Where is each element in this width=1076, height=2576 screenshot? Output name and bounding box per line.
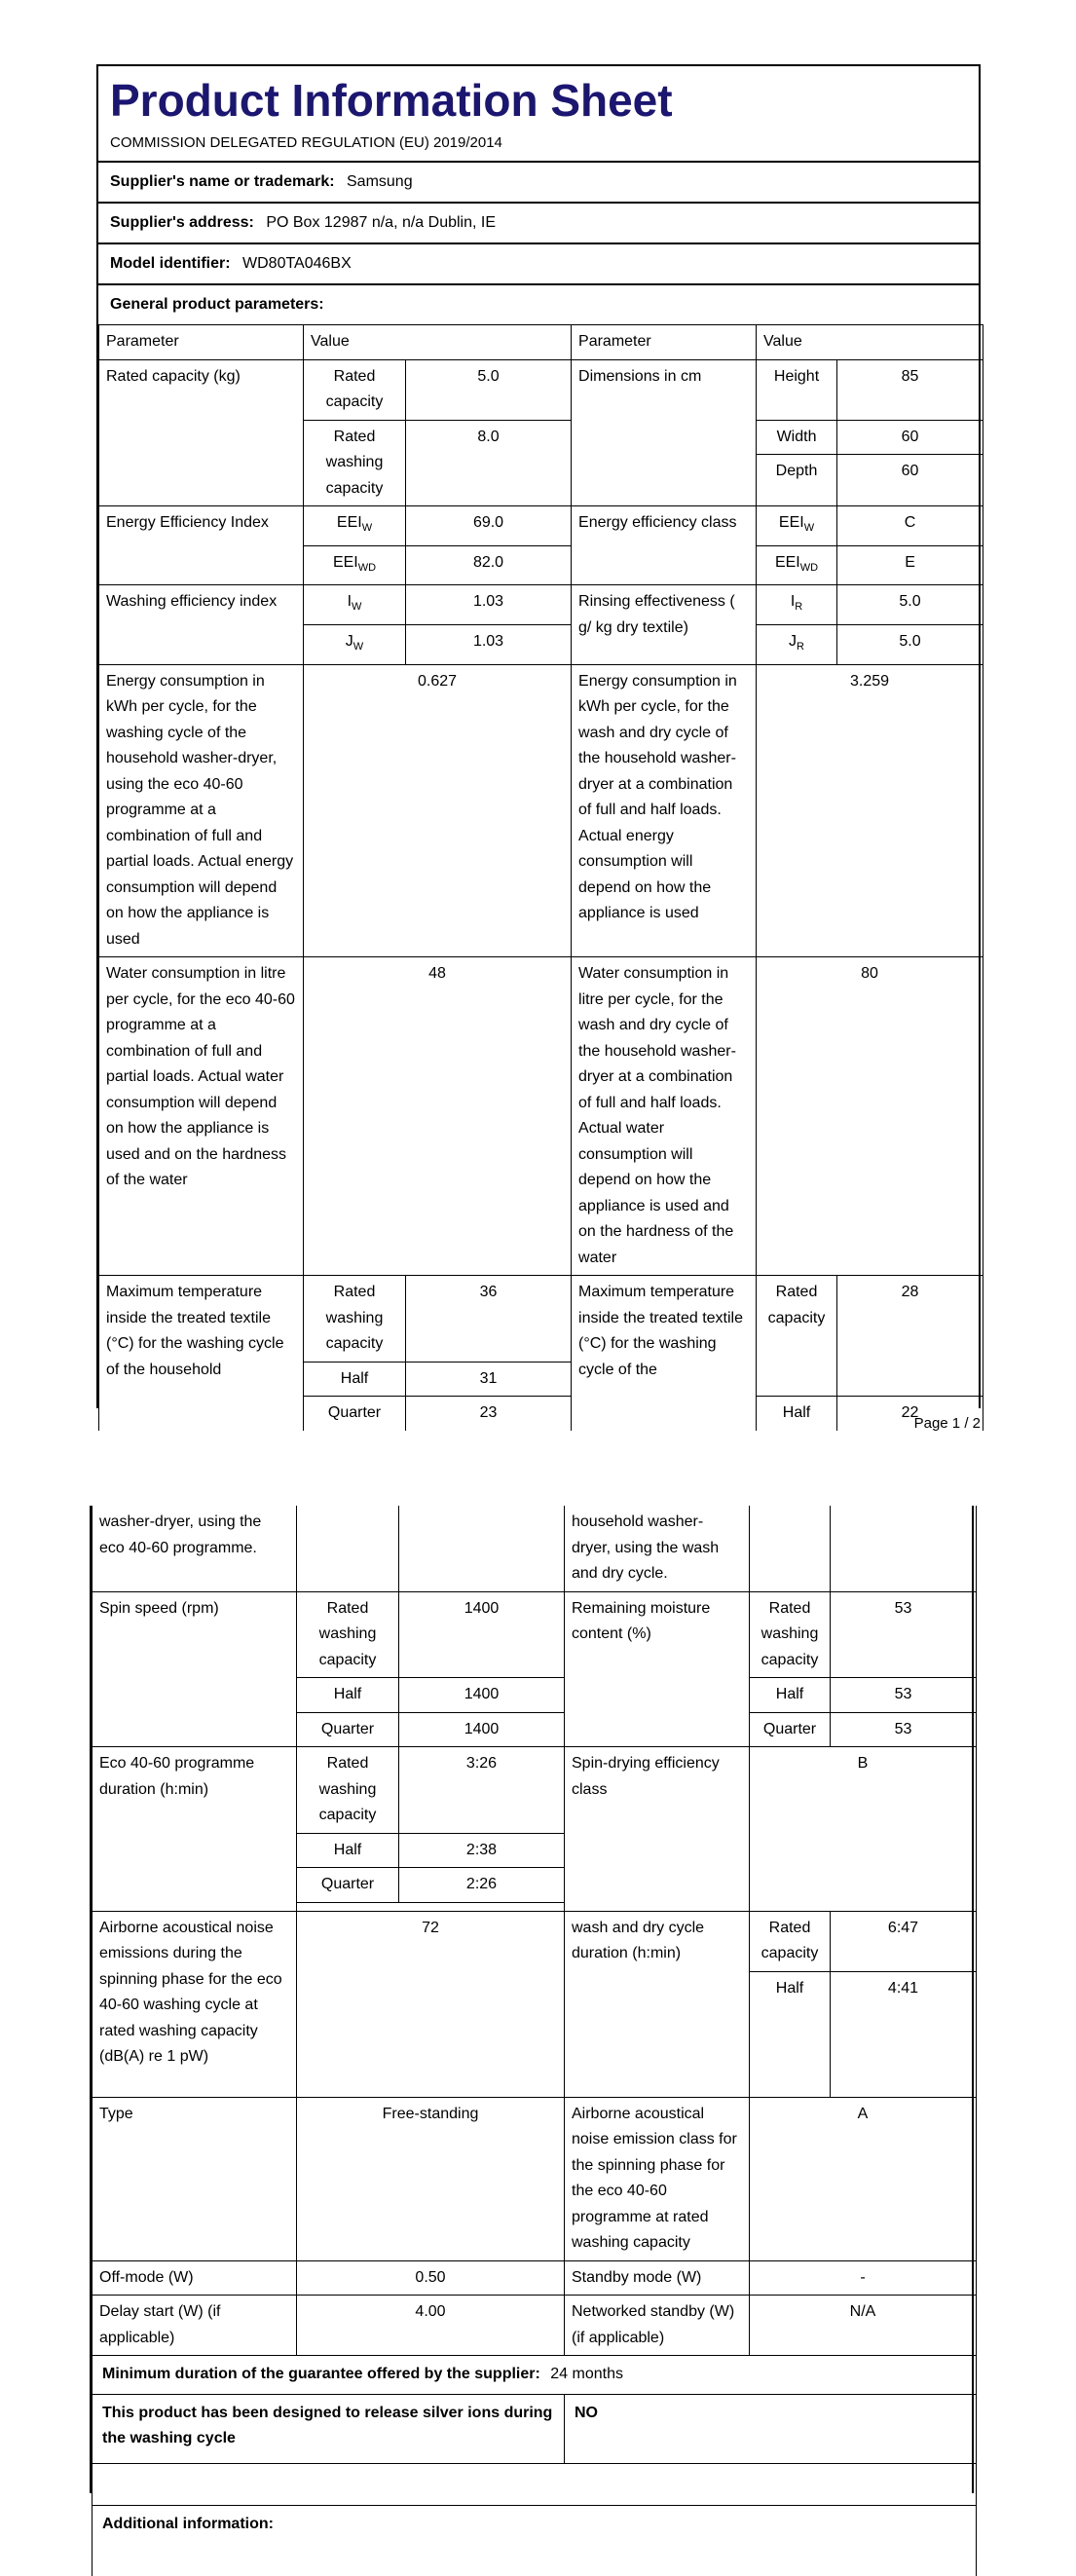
rated-washing-capacity-label: Rated washing capacity: [304, 420, 406, 506]
col-value: Value: [304, 325, 572, 360]
table-row: [99, 585, 983, 625]
half-label: Half: [757, 1397, 837, 1431]
ir-symbol: $I_R$: [757, 585, 837, 625]
table-row: [99, 664, 983, 957]
energy-wash-label: Energy consumption in kWh per cycle, for the washing cycle of the household washer-dryer, using the eco 40-60 programme at a combination of full and partial loads. Actual energy consumption will depend on how the appliance is used: [99, 664, 304, 957]
model-label: Model identifier:: [110, 255, 231, 272]
guarantee-value: 24 months: [550, 2366, 623, 2382]
eco-duration-label: Eco 40-60 programme duration (h:min): [93, 1747, 297, 1912]
depth-label: Depth: [757, 455, 837, 506]
table-row: [93, 2097, 977, 2260]
offmode-label: Off-mode (W): [93, 2260, 297, 2296]
wd-duration-label: wash and dry cycle duration (h:min): [565, 1911, 750, 2097]
empty-cell: [750, 1506, 831, 1591]
supplier-name-row: [98, 163, 979, 204]
height-value: 85: [837, 359, 983, 420]
general-params-row: [98, 285, 979, 324]
maxtemp-wash-label-cont: washer-dryer, using the eco 40-60 programme.: [93, 1506, 297, 1591]
maxtemp-wash-label: Maximum temperature inside the treated textile (°C) for the washing cycle of the household: [99, 1276, 304, 1431]
eec-w-symbol: $EEI_W$: [757, 506, 837, 546]
rated-washing-capacity-label: Rated washing capacity: [304, 1276, 406, 1363]
water-dry-label: Water consumption in litre per cycle, for the wash and dry cycle of the household washer-dryer at a combination of full and half loads. Actual water consumption will depend on how the appliance is used and on the hardness of the water: [572, 957, 757, 1276]
maxtemp-dry-half: 22: [837, 1397, 983, 1431]
rated-washing-capacity-value: 8.0: [406, 420, 572, 506]
eec-label: Energy efficiency class: [572, 506, 757, 585]
model-row: [98, 244, 979, 285]
silver-value: NO: [565, 2394, 977, 2463]
guarantee-label: Minimum duration of the guarantee offered by the supplier:: [102, 2366, 540, 2382]
eec-wd-symbol: $EEI_{WD}$: [757, 545, 837, 585]
empty-cell: [831, 1506, 977, 1591]
silver-label: This product has been designed to release silver ions during the washing cycle: [93, 2394, 565, 2463]
jw-symbol: $J_W$: [304, 625, 406, 665]
eei-w-symbol: $EEI_W$: [304, 506, 406, 546]
page-title: Product Information Sheet: [110, 75, 673, 126]
spin-class-value: B: [750, 1747, 977, 1912]
networked-value: N/A: [750, 2296, 977, 2356]
wash-eff-label: Washing efficiency index: [99, 585, 304, 664]
noise-value: 72: [297, 1911, 565, 2097]
depth-value: 60: [837, 455, 983, 506]
col-value: Value: [757, 325, 983, 360]
info-sheet-page-1: [96, 64, 981, 1422]
table-row: [93, 1911, 977, 1971]
maxtemp-dry-label-cont: household washer-dryer, using the wash and dry cycle.: [565, 1506, 750, 1591]
spin-half: 1400: [399, 1678, 565, 1713]
half-label: Half: [750, 1678, 831, 1713]
iw-value: 1.03: [406, 585, 572, 625]
supplier-name: Samsung: [347, 173, 413, 190]
table-row: [93, 2394, 977, 2463]
moisture-full: 53: [831, 1591, 977, 1678]
wd-duration-full: 6:47: [831, 1911, 977, 1971]
additional-info-label: Additional information:: [93, 2505, 977, 2576]
table-row: [93, 1506, 977, 1591]
table-row: [99, 1276, 983, 1363]
energy-dry-value: 3.259: [757, 664, 983, 957]
eco-duration-quarter: 2:26: [399, 1868, 565, 1903]
maxtemp-wash-half: 31: [406, 1362, 572, 1397]
rated-capacity-label-cell: Rated capacity: [757, 1276, 837, 1397]
rated-washing-capacity-label: Rated washing capacity: [297, 1747, 399, 1834]
networked-label: Networked standby (W) (if applicable): [565, 2296, 750, 2356]
moisture-half: 53: [831, 1678, 977, 1713]
rinse-label: Rinsing effectiveness ( g/ kg dry textile): [572, 585, 757, 664]
info-sheet-page-2: [90, 1506, 974, 2532]
eei-wd-value: 82.0: [406, 545, 572, 585]
offmode-value: 0.50: [297, 2260, 565, 2296]
maxtemp-dry-full: 28: [837, 1276, 983, 1397]
table-row: [93, 2463, 977, 2505]
moisture-label: Remaining moisture content (%): [565, 1591, 750, 1747]
quarter-label: Quarter: [297, 1868, 399, 1903]
noise-class-value: A: [750, 2097, 977, 2260]
moisture-quarter: 53: [831, 1712, 977, 1747]
water-dry-value: 80: [757, 957, 983, 1276]
table-row: [99, 506, 983, 546]
guarantee-row: [93, 2356, 977, 2395]
supplier-address-row: [98, 204, 979, 244]
eei-label: Energy Efficiency Index: [99, 506, 304, 585]
page-2: [0, 1441, 1076, 2532]
col-parameter: Parameter: [572, 325, 757, 360]
supplier-address: PO Box 12987 n/a, n/a Dublin, IE: [266, 214, 497, 231]
type-value: Free-standing: [297, 2097, 565, 2260]
eei-w-value: 69.0: [406, 506, 572, 546]
rated-washing-capacity-label: Rated washing capacity: [297, 1591, 399, 1678]
params-table-page-2: [92, 1506, 977, 2576]
type-label: Type: [93, 2097, 297, 2260]
eei-wd-symbol: $EEI_{WD}$: [304, 545, 406, 585]
table-row: [93, 2296, 977, 2356]
table-header-row: [99, 325, 983, 360]
ir-value: 5.0: [837, 585, 983, 625]
half-label: Half: [750, 1971, 831, 2097]
quarter-label: Quarter: [297, 1712, 399, 1747]
quarter-label: Quarter: [304, 1397, 406, 1431]
noise-class-label: Airborne acoustical noise emission class for the spinning phase for the eco 40-60 programme at rated washing capacity: [565, 2097, 750, 2260]
standby-value: -: [750, 2260, 977, 2296]
noise-label: Airborne acoustical noise emissions during the spinning phase for the eco 40-60 washing cycle at rated washing capacity (dB(A) re 1 pW): [93, 1911, 297, 2097]
table-row: [93, 2260, 977, 2296]
spin-label: Spin speed (rpm): [93, 1591, 297, 1747]
iw-symbol: $I_W$: [304, 585, 406, 625]
col-parameter: Parameter: [99, 325, 304, 360]
standby-label: Standby mode (W): [565, 2260, 750, 2296]
maxtemp-wash-full: 36: [406, 1276, 572, 1363]
rated-washing-capacity-label: Rated washing capacity: [750, 1591, 831, 1678]
water-wash-value: 48: [304, 957, 572, 1276]
rated-capacity-value: 5.0: [406, 359, 572, 420]
page-number: Page 1 / 2: [913, 1415, 981, 1432]
energy-dry-label: Energy consumption in kWh per cycle, for the wash and dry cycle of the household washer-dryer at a combination of full and half loads. Actual energy consumption will depend on how the appliance is used: [572, 664, 757, 957]
width-value: 60: [837, 420, 983, 455]
eec-w-value: C: [837, 506, 983, 546]
empty-cell: [399, 1506, 565, 1591]
half-label: Half: [297, 1678, 399, 1713]
spin-full: 1400: [399, 1591, 565, 1678]
eco-duration-full: 3:26: [399, 1747, 565, 1834]
half-label: Half: [304, 1362, 406, 1397]
quarter-label: Quarter: [750, 1712, 831, 1747]
maxtemp-wash-quarter: 23: [406, 1397, 572, 1431]
supplier-address-label: Supplier's address:: [110, 214, 254, 231]
delay-label: Delay start (W) (if applicable): [93, 2296, 297, 2356]
maxtemp-dry-label: Maximum temperature inside the treated textile (°C) for the washing cycle of the: [572, 1276, 757, 1431]
jr-value: 5.0: [837, 625, 983, 665]
general-params-label: General product parameters:: [110, 296, 324, 313]
spin-class-label: Spin-drying efficiency class: [565, 1747, 750, 1912]
rated-capacity-label: Rated capacity (kg): [99, 359, 304, 506]
table-row: [93, 1591, 977, 1678]
jw-value: 1.03: [406, 625, 572, 665]
height-label: Height: [757, 359, 837, 420]
spin-quarter: 1400: [399, 1712, 565, 1747]
delay-value: 4.00: [297, 2296, 565, 2356]
empty-cell: [297, 1506, 399, 1591]
empty-cell: [297, 1902, 565, 1911]
table-row: [99, 957, 983, 1276]
jr-symbol: $J_R$: [757, 625, 837, 665]
rated-capacity-label-cell: Rated capacity: [750, 1911, 831, 1971]
dimensions-label: Dimensions in cm: [572, 359, 757, 506]
wd-duration-half: 4:41: [831, 1971, 977, 2097]
table-row: [93, 2356, 977, 2395]
regulation: COMMISSION DELEGATED REGULATION (EU) 2019/2014: [98, 129, 979, 163]
water-wash-label: Water consumption in litre per cycle, for the eco 40-60 programme at a combination of full and partial loads. Actual water consumption will depend on how the appliance is used and on the hardness of the water: [99, 957, 304, 1276]
model-identifier: WD80TA046BX: [242, 255, 352, 272]
table-row: [93, 1747, 977, 1834]
supplier-name-label: Supplier's name or trademark:: [110, 173, 335, 190]
table-row: [93, 2505, 977, 2576]
params-table-page-1: [98, 324, 983, 1431]
table-row: [99, 359, 983, 420]
half-label: Half: [297, 1833, 399, 1868]
energy-wash-value: 0.627: [304, 664, 572, 957]
width-label: Width: [757, 420, 837, 455]
rated-capacity-label-cell: Rated capacity: [304, 359, 406, 420]
empty-row: [93, 2463, 977, 2505]
eco-duration-half: 2:38: [399, 1833, 565, 1868]
eec-wd-value: E: [837, 545, 983, 585]
